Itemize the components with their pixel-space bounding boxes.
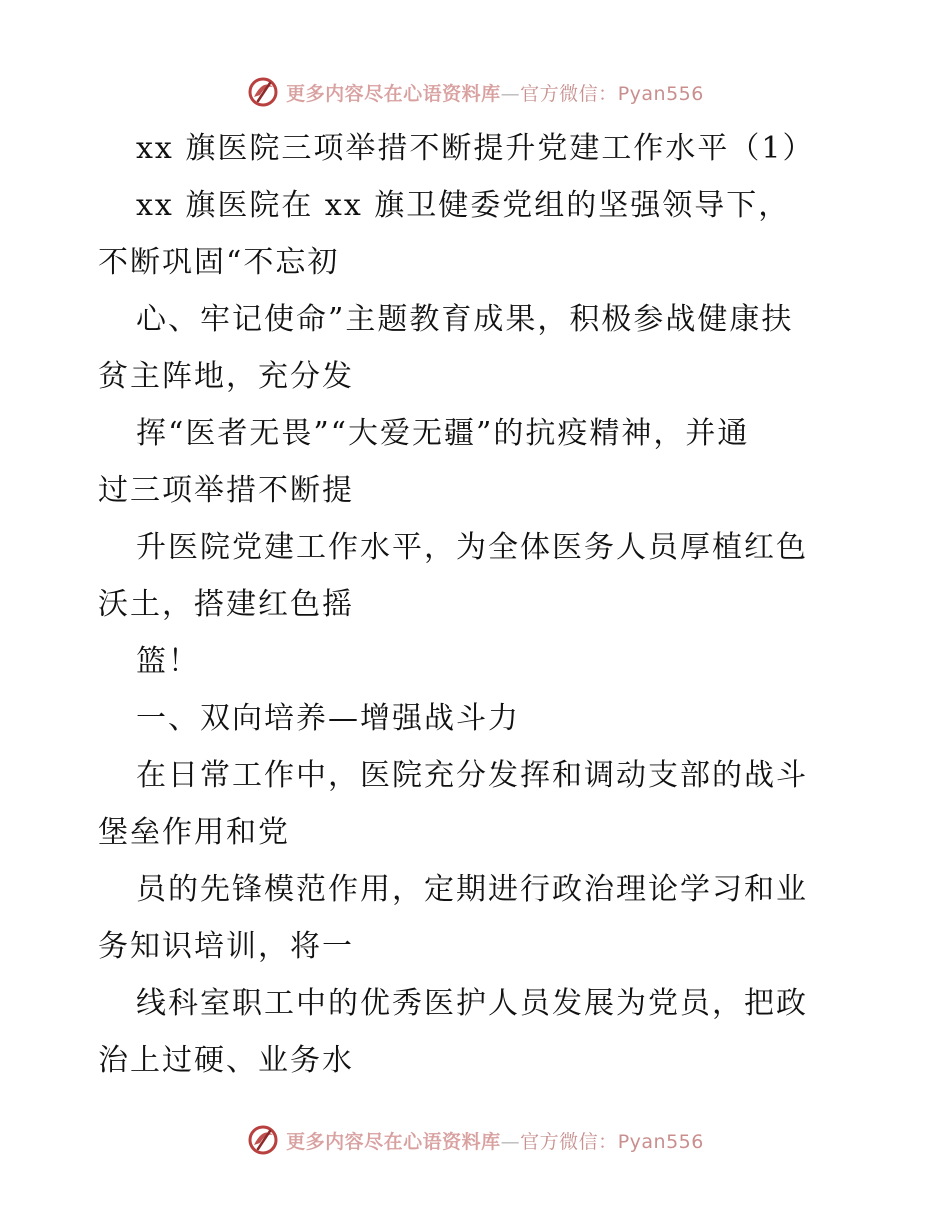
watermark-wechat-label: 官方微信：	[520, 82, 618, 105]
paragraph-line: xx 旗医院在 xx 旗卫健委党组的坚强领导下，	[136, 188, 791, 223]
red-swirl-logo-icon	[246, 75, 280, 109]
section-heading: 一、双向培养—增强战斗力	[136, 701, 520, 736]
paragraph-line: 过三项举措不断提	[98, 473, 354, 508]
watermark-separator: —	[500, 82, 521, 105]
paragraph-line: 务知识培训，将一	[98, 929, 354, 964]
document-title: xx 旗医院三项举措不断提升党建工作水平（1）	[136, 131, 815, 166]
watermark-wechat-label: 官方微信：	[520, 1130, 618, 1153]
paragraph-line: 堡垒作用和党	[98, 815, 290, 850]
watermark-text	[286, 1127, 704, 1154]
paragraph-line: 在日常工作中，医院充分发挥和调动支部的战斗	[136, 758, 808, 793]
watermark-wechat-id: Pyan556	[617, 82, 704, 105]
paragraph-line: 治上过硬、业务水	[98, 1043, 354, 1078]
paragraph-line: 沃土，搭建红色摇	[98, 587, 354, 622]
footer-watermark	[0, 1120, 950, 1160]
paragraph-line: 线科室职工中的优秀医护人员发展为党员，把政	[136, 986, 808, 1021]
watermark-main-text: 更多内容尽在心语资料库	[286, 82, 501, 105]
paragraph-line: 篮！	[136, 644, 200, 679]
paragraph-line: 员的先锋模范作用，定期进行政治理论学习和业	[136, 872, 808, 907]
watermark-separator: —	[500, 1130, 521, 1153]
paragraph-line: 贫主阵地，充分发	[98, 359, 354, 394]
watermark-text	[286, 79, 704, 106]
paragraph-line: 心、牢记使命”主题教育成果，积极参战健康扶	[136, 302, 794, 337]
paragraph-line: 挥“医者无畏”“大爱无疆”的抗疫精神，并通	[136, 416, 750, 451]
paragraph-line: 升医院党建工作水平，为全体医务人员厚植红色	[136, 530, 808, 565]
red-swirl-logo-icon	[246, 1123, 280, 1157]
watermark-wechat-id: Pyan556	[617, 1130, 704, 1153]
paragraph-line: 不断巩固“不忘初	[98, 245, 340, 280]
watermark-main-text: 更多内容尽在心语资料库	[286, 1130, 501, 1153]
document-body	[98, 120, 858, 1089]
header-watermark	[0, 72, 950, 112]
